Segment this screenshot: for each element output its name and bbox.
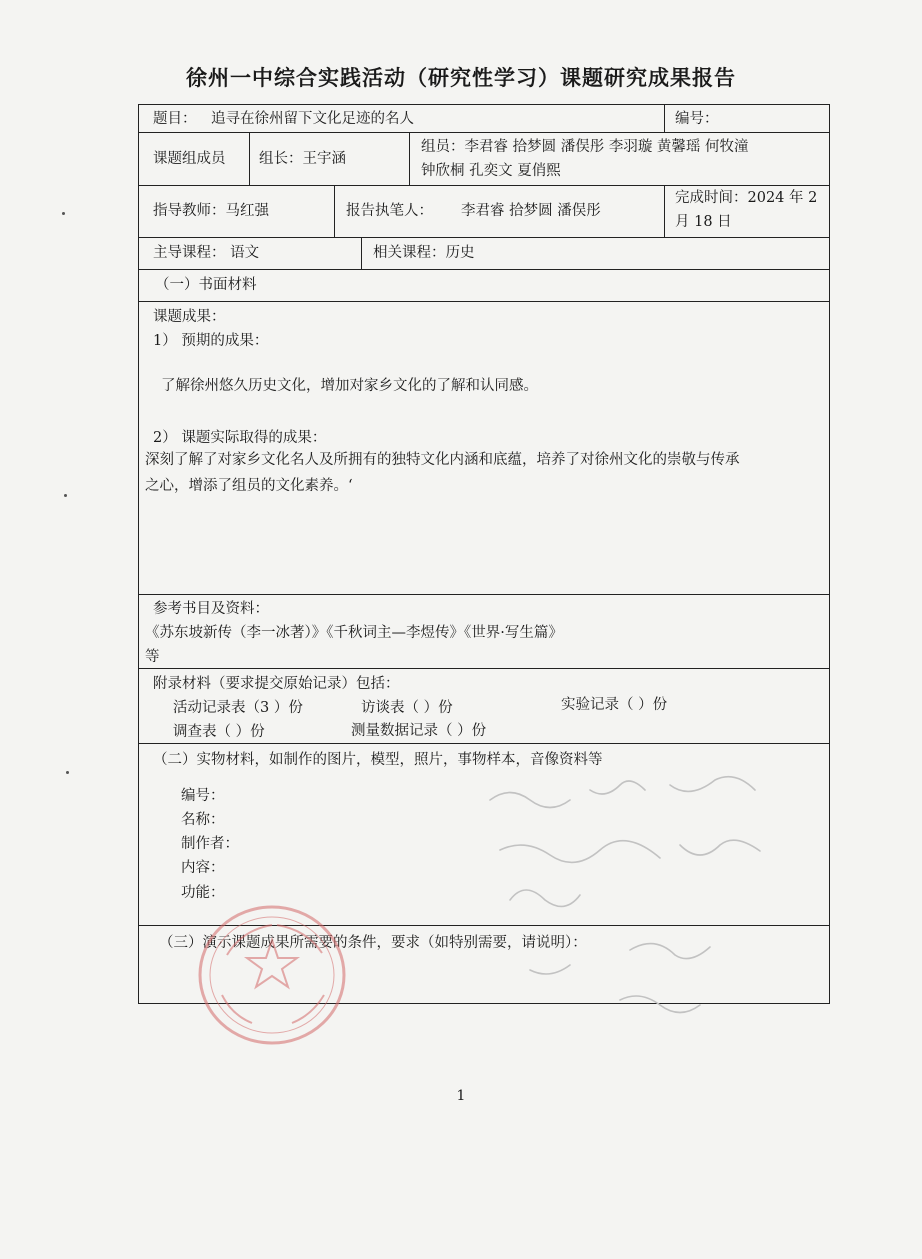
team-members-cont: 钟欣桐 孔奕文 夏俏熙 bbox=[421, 163, 561, 179]
completion-time: 完成时间：2024 年 2 bbox=[675, 190, 818, 206]
writer-value: 李君睿 拾梦圆 潘俣彤 bbox=[461, 203, 601, 219]
actual-text-cont: 之心，增添了组员的文化素养。‘ bbox=[145, 478, 353, 494]
expected-text: 了解徐州悠久历史文化，增加对家乡文化的了解和认同感。 bbox=[161, 378, 538, 394]
completion-time-cont: 月 18 日 bbox=[675, 214, 732, 230]
col-divider bbox=[664, 185, 665, 237]
actual-text: 深刻了解了对家乡文化名人及所拥有的独特文化内涵和底蕴，培养了对徐州文化的崇敬与传承 bbox=[145, 452, 740, 468]
col-divider bbox=[249, 132, 250, 185]
actual-label: 2） 课题实际取得的成果： bbox=[153, 430, 327, 446]
row-divider bbox=[139, 185, 829, 186]
references-list: 《苏东坡新传（李一冰著）》《千秋词主—李煜传》《世界·写生篇》 bbox=[145, 625, 563, 641]
teacher: 指导教师：马红强 bbox=[153, 203, 269, 219]
field-function: 功能： bbox=[181, 885, 225, 901]
appendix-label: 附录材料（要求提交原始记录）包括： bbox=[153, 676, 400, 692]
section3-heading: （三）演示课题成果所需要的条件，要求（如特别需要，请说明）： bbox=[159, 935, 587, 951]
references-label: 参考书目及资料： bbox=[153, 601, 269, 617]
topic-value: 追寻在徐州留下文化足迹的名人 bbox=[211, 111, 414, 127]
col-divider bbox=[361, 237, 362, 269]
row-divider bbox=[139, 668, 829, 669]
topic-label: 题目： bbox=[153, 111, 197, 127]
appendix-activity: 活动记录表（3 ）份 bbox=[173, 700, 303, 716]
number-label: 编号： bbox=[675, 111, 719, 127]
field-number: 编号： bbox=[181, 788, 225, 804]
scan-dot bbox=[64, 494, 67, 497]
row-divider bbox=[139, 594, 829, 595]
row-divider bbox=[139, 132, 829, 133]
page-title: 徐州一中综合实践活动（研究性学习）课题研究成果报告 bbox=[186, 66, 736, 90]
appendix-experiment: 实验记录（ ）份 bbox=[561, 697, 668, 713]
writer-label: 报告执笔人： bbox=[346, 203, 433, 219]
section1-heading: （一）书面材料 bbox=[155, 277, 257, 293]
team-members: 组员：李君睿 拾梦圆 潘俣彤 李羽璇 黄馨瑶 何牧潼 bbox=[421, 139, 749, 155]
page-number: 1 bbox=[456, 1088, 466, 1104]
appendix-measurement: 测量数据记录（ ）份 bbox=[351, 723, 487, 739]
related-course: 相关课程：历史 bbox=[373, 245, 475, 261]
row-divider bbox=[139, 301, 829, 302]
row-divider bbox=[139, 743, 829, 744]
appendix-interview: 访谈表（ ）份 bbox=[361, 700, 453, 716]
field-name: 名称： bbox=[181, 812, 225, 828]
results-label: 课题成果： bbox=[153, 309, 226, 325]
row-divider bbox=[139, 237, 829, 238]
school-seal-stamp bbox=[192, 900, 352, 1050]
col-divider bbox=[664, 105, 665, 132]
scan-dot bbox=[66, 771, 69, 774]
faint-handwriting bbox=[470, 760, 800, 1040]
main-course: 主导课程： 语文 bbox=[153, 245, 260, 261]
section2-heading: （二）实物材料，如制作的图片，模型，照片，事物样本，音像资料等 bbox=[153, 752, 603, 768]
team-label: 课题组成员 bbox=[153, 151, 226, 167]
row-divider bbox=[139, 269, 829, 270]
field-content: 内容： bbox=[181, 860, 225, 876]
team-leader: 组长：王宇涵 bbox=[259, 151, 346, 167]
col-divider bbox=[409, 132, 410, 185]
references-list-cont: 等 bbox=[145, 649, 160, 665]
expected-label: 1） 预期的成果： bbox=[153, 333, 269, 349]
col-divider bbox=[334, 185, 335, 237]
scan-dot bbox=[62, 212, 65, 215]
field-maker: 制作者： bbox=[181, 836, 239, 852]
appendix-survey: 调查表（ ）份 bbox=[173, 724, 265, 740]
